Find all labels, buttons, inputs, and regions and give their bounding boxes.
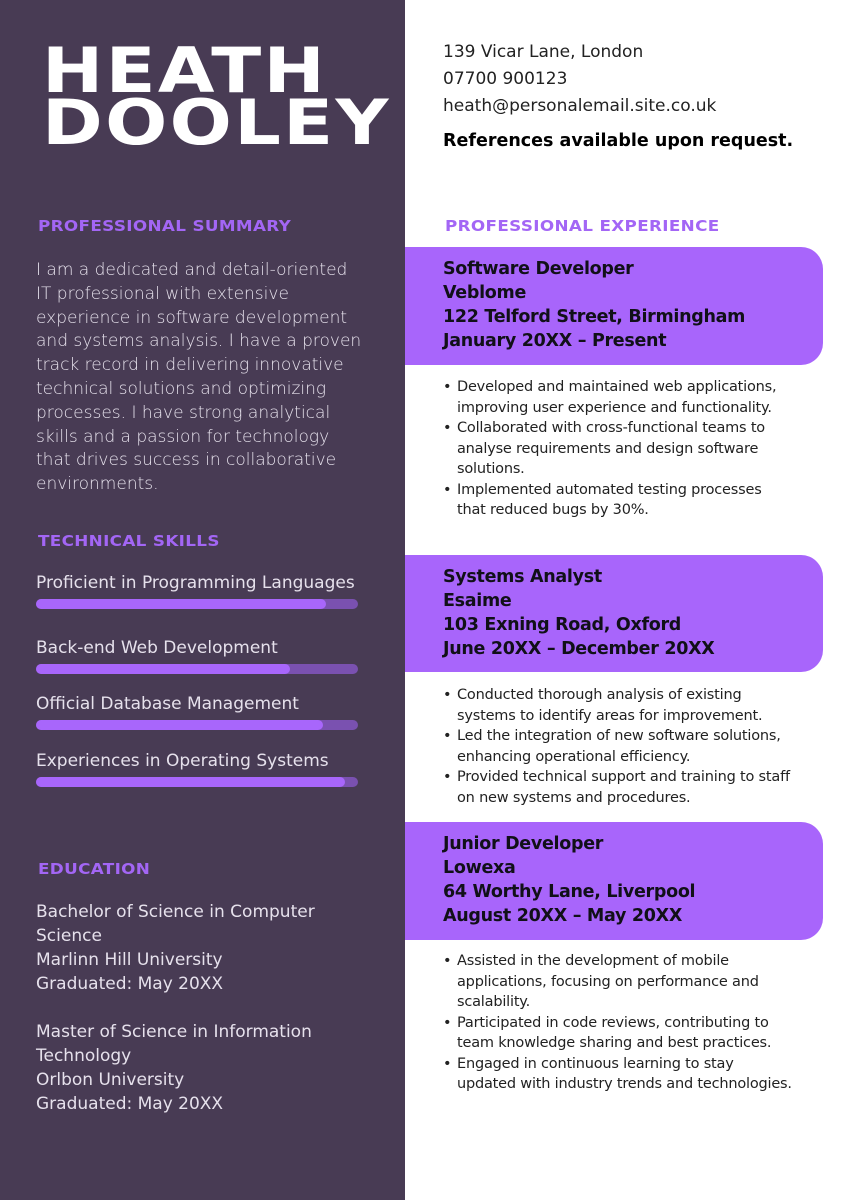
summary-text: I am a dedicated and detail-oriented IT professional with extensive experience in software development and systems analysis. I have a proven track record in delivering innovative technical solutions and optimizing processes. I have strong analytical skills and a passion for technology that drives success in collaborative environments.: [36, 260, 362, 495]
education-school: Marlinn Hill University: [36, 950, 223, 970]
job-dates: January 20XX – Present: [443, 331, 667, 351]
last-name: DOOLEY: [42, 86, 391, 159]
job-company: Lowexa: [443, 858, 516, 878]
skill-item: [36, 751, 358, 787]
job-bullets: [443, 685, 793, 808]
bullet-icon: •: [443, 379, 452, 395]
job-header-card: [405, 555, 823, 672]
job-bullet: • Led the integration of new software solutions, enhancing operational efficiency.: [443, 728, 781, 765]
job-address: 103 Exning Road, Oxford: [443, 615, 682, 635]
skill-bar-track: [36, 664, 358, 674]
job-title: Systems Analyst: [443, 567, 602, 587]
contact-phone: 07700 900123: [443, 69, 568, 89]
job-bullet: • Engaged in continuous learning to stay updated with industry trends and technologies.: [443, 1055, 792, 1092]
contact-address: 139 Vicar Lane, London: [443, 42, 644, 62]
skill-bar-track: [36, 720, 358, 730]
bullet-icon: •: [443, 1014, 452, 1031]
skill-bar-fill: [36, 664, 290, 674]
education-school: Orlbon University: [36, 1070, 185, 1090]
contact-email: heath@personalemail.site.co.uk: [443, 96, 717, 116]
skills-heading: TECHNICAL SKILLS: [38, 532, 220, 550]
education-heading: EDUCATION: [38, 860, 151, 878]
skill-label: Proficient in Programming Languages: [36, 573, 355, 593]
job-bullet: • Assisted in the development of mobile applications, focusing on performance and scalability.: [443, 953, 759, 1010]
skill-item: [36, 638, 358, 674]
education-graduated: Graduated: May 20XX: [36, 974, 224, 994]
references-note: References available upon request.: [443, 131, 794, 151]
job-bullets: [443, 951, 793, 1095]
skill-item: [36, 573, 358, 609]
education-item: [36, 900, 366, 996]
bullet-icon: •: [443, 769, 452, 785]
job-title: Junior Developer: [443, 834, 604, 854]
skill-label: Back-end Web Development: [36, 638, 278, 658]
education-degree: Bachelor of Science in Computer Science: [36, 902, 315, 946]
job-bullets: [443, 377, 793, 521]
experience-heading: PROFESSIONAL EXPERIENCE: [445, 217, 720, 235]
bullet-icon: •: [443, 1055, 452, 1072]
bullet-icon: •: [443, 728, 452, 744]
job-bullet: • Implemented automated testing processes that reduced bugs by 30%.: [443, 481, 762, 518]
bullet-icon: •: [443, 687, 452, 703]
bullet-icon: •: [443, 953, 452, 969]
job-header-card: [405, 247, 823, 365]
candidate-name: [42, 34, 391, 159]
job-address: 64 Worthy Lane, Liverpool: [443, 882, 696, 902]
job-bullet: • Conducted thorough analysis of existing systems to identify areas for improvement.: [443, 687, 763, 724]
job-company: Esaime: [443, 591, 512, 611]
job-bullet: • Provided technical support and training to staff on new systems and procedures.: [443, 769, 790, 806]
skill-item: [36, 694, 358, 730]
job-title: Software Developer: [443, 259, 634, 279]
skill-bar-track: [36, 777, 358, 787]
job-dates: August 20XX – May 20XX: [443, 906, 683, 926]
skill-label: Official Database Management: [36, 694, 299, 714]
education-degree: Master of Science in Information Technology: [36, 1022, 312, 1066]
skill-bar-fill: [36, 777, 345, 787]
education-item: [36, 1020, 366, 1116]
job-bullet: • Participated in code reviews, contributing to team knowledge sharing and best practices.: [443, 1014, 772, 1051]
bullet-icon: •: [443, 420, 452, 436]
bullet-icon: •: [443, 481, 452, 498]
job-bullet: • Collaborated with cross-functional teams to analyse requirements and design software solutions.: [443, 420, 765, 477]
skill-bar-track: [36, 599, 358, 609]
summary-heading: PROFESSIONAL SUMMARY: [38, 217, 292, 235]
job-dates: June 20XX – December 20XX: [443, 639, 715, 659]
job-bullet: • Developed and maintained web applications, improving user experience and functionality.: [443, 379, 777, 416]
skill-bar-fill: [36, 720, 323, 730]
job-header-card: [405, 822, 823, 940]
education-graduated: Graduated: May 20XX: [36, 1094, 224, 1114]
skill-bar-fill: [36, 599, 326, 609]
contact-block: [443, 39, 716, 120]
job-company: Veblome: [443, 283, 527, 303]
skill-label: Experiences in Operating Systems: [36, 751, 329, 771]
job-address: 122 Telford Street, Birmingham: [443, 307, 746, 327]
first-name: HEATH: [42, 34, 328, 107]
